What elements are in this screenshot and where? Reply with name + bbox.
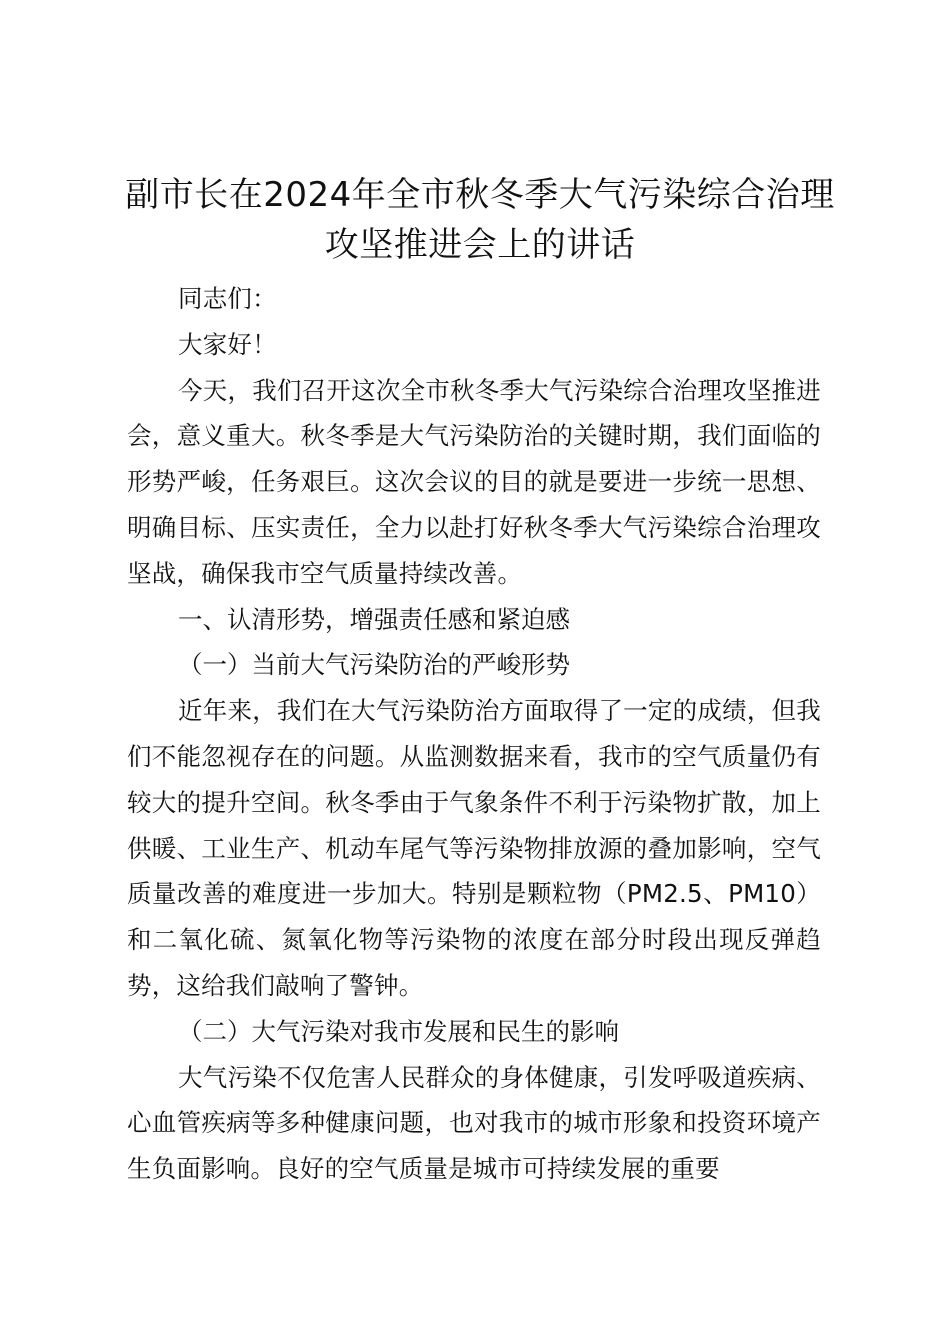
greeting: 大家好！ — [178, 329, 277, 359]
subsection-paragraph-1: 近年来，我们在大气污染防治方面取得了一定的成绩，但我们不能忽视存在的问题。从监测数据来看，我市的空气质量仍有较大的提升空间。秋冬季由于气象条件不利于污染物扩散，加上供暖、工业生产、机动车尾气等污染物排放源的叠加影响，空气质量改善的难度进一步加大。特别是颗粒物（PM2.5、PM10）和二氧化硫、氮氧化物等污染物的浓度在部分时段出现反弹趋势，这给我们敲响了警钟。 — [127, 696, 821, 1000]
subsection-paragraph-2: 大气污染不仅危害人民群众的身体健康，引发呼吸道疾病、心血管疾病等多种健康问题，也对我市的城市形象和投资环境产生负面影响。良好的空气质量是城市可持续发展的重要 — [127, 1062, 821, 1184]
intro-paragraph: 今天，我们召开这次全市秋冬季大气污染综合治理攻坚推进会，意义重大。秋冬季是大气污染防治的关键时期，我们面临的形势严峻，任务艰巨。这次会议的目的就是要进一步统一思想、明确目标、压实责任，全力以赴打好秋冬季大气污染综合治理攻坚战，确保我市空气质量持续改善。 — [127, 375, 821, 588]
salutation: 同志们： — [178, 284, 277, 313]
section-heading-1: 一、认清形势，增强责任感和紧迫感 — [178, 604, 570, 634]
document-title: 副市长在2024年全市秋冬季大气污染综合治理攻坚推进会上的讲话 — [125, 175, 835, 265]
subsection-heading-1: （一）当前大气污染防治的严峻形势 — [178, 650, 570, 680]
subsection-heading-2: （二）大气污染对我市发展和民生的影响 — [178, 1016, 619, 1046]
document-body — [127, 276, 821, 1192]
